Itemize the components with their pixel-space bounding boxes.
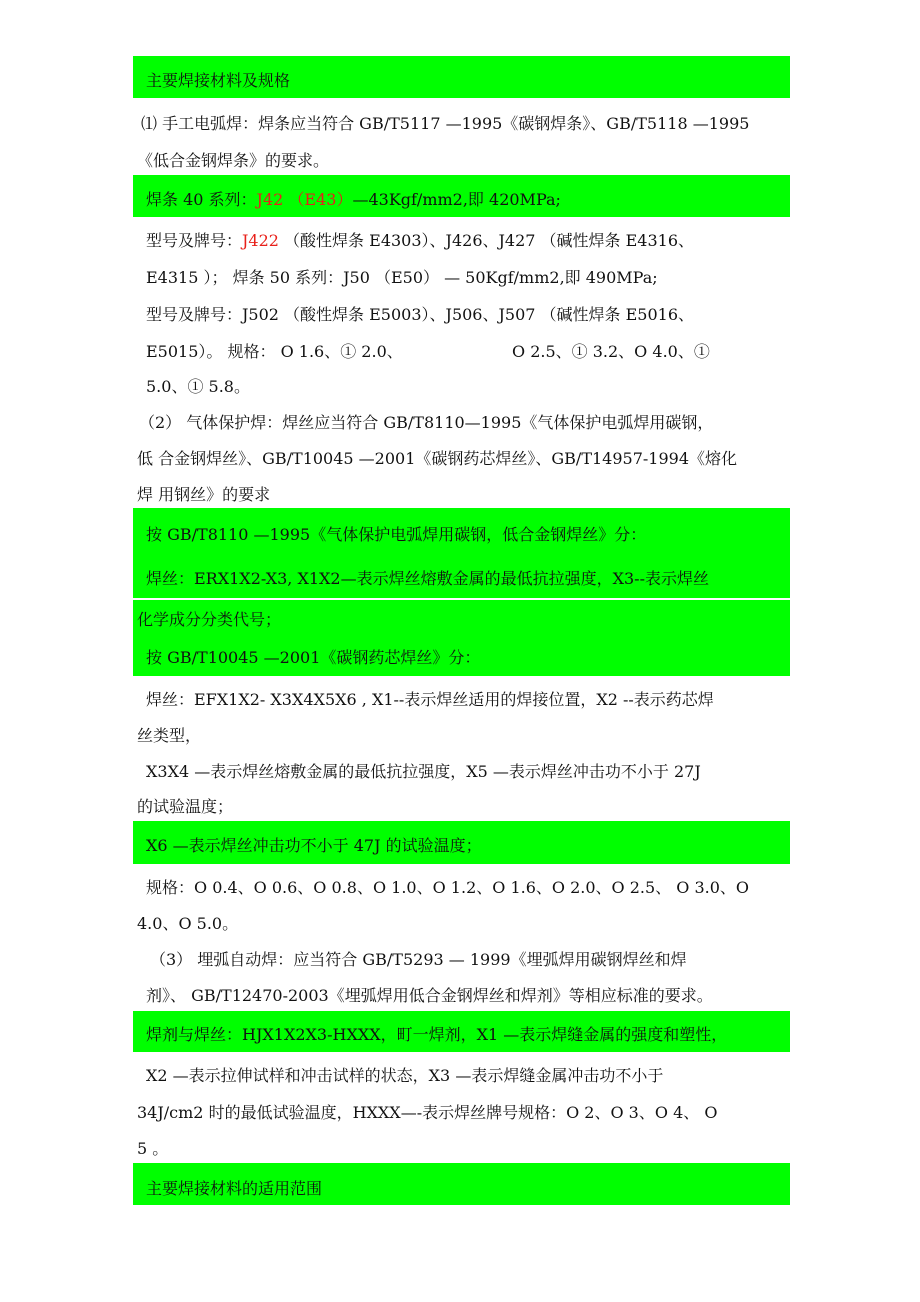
gas-shielded-line-3: 焊 用钢丝》的要求 <box>137 485 271 504</box>
ef-wire-line-2: 丝类型， <box>137 726 202 745</box>
type-grade-50-line-2b: O 2.5、① 3.2、O 4.0、① <box>512 342 710 361</box>
submerged-arc-detail-line-2: 34J/cm2 时的最低试验温度，HXXX—-表示焊丝牌号规格：O 2、O 3、O 4、 O <box>137 1103 718 1122</box>
wire-spec-line-2: 4.0、O 5.0。 <box>137 914 239 933</box>
section-heading-scope: 主要焊接材料的适用范围 <box>146 1179 323 1198</box>
gas-shielded-line-1: （2） 气体保护焊：焊丝应当符合 GB/T8110—1995《气体保护电弧焊用碳钢， <box>139 413 714 432</box>
gas-shielded-line-2: 低 合金钢焊丝》、GB/T10045 —2001《碳钢药芯焊丝》、GB/T14957-1994《熔化 <box>137 449 738 468</box>
flux-wire-line: 焊剂与焊丝：HJX1X2X3-HXXX，町一焊剂，X1 —表示焊缝金属的强度和塑性， <box>146 1025 728 1044</box>
submerged-arc-detail-line-3: 5 。 <box>137 1139 169 1158</box>
er-wire-line-2: 化学成分分类代号； <box>137 610 282 629</box>
er-wire-line-1: 焊丝：ERX1X2-X3, X1X2—表示焊丝熔敷金属的最低抗拉强度，X3--表示焊丝 <box>146 569 709 588</box>
manual-arc-welding-line-1: ⑴ 手工电弧焊：焊条应当符合 GB/T5117 —1995《碳钢焊条》、GB/T5118 —1995 <box>141 114 750 133</box>
manual-arc-welding-line-2: 《低合金钢焊条》的要求。 <box>137 151 330 170</box>
type-grade-line-2: E4315 ）； 焊条 50 系列：J50 （E50） — 50Kgf/mm2,即 490MPa; <box>146 268 658 287</box>
x6-line: X6 —表示焊丝冲击功不小于 47J 的试验温度； <box>146 836 482 855</box>
section-heading-materials: 主要焊接材料及规格 <box>146 71 291 90</box>
ef-wire-line-4: 的试验温度； <box>137 797 234 816</box>
type-grade-50-line-1: 型号及牌号：J502 （酸性焊条 E5003）、J506、J507 （碱性焊条 E5016、 <box>146 305 695 324</box>
type-grade-red-j422: J422 <box>242 231 279 250</box>
type-grade-line-1 <box>146 231 694 251</box>
electrode-40-label: 焊条 40 系列： <box>146 190 257 209</box>
electrode-40-red-grade: J42 （E43） <box>256 190 353 209</box>
gb8110-classification-line: 按 GB/T8110 —1995《气体保护电弧焊用碳钢，低合金钢焊丝》分： <box>146 525 647 544</box>
electrode-40-strength: —43Kgf/mm2,即 420MPa; <box>352 190 561 209</box>
submerged-arc-detail-line-1: X2 —表示拉伸试样和冲击试样的状态，X3 —表示焊缝金属冲击功不小于 <box>146 1066 664 1085</box>
type-grade-label: 型号及牌号： <box>146 231 243 250</box>
submerged-arc-line-2: 剂》、 GB/T12470-2003《埋弧焊用低合金钢焊丝和焊剂》等相应标准的要求。 <box>146 986 713 1005</box>
electrode-40-series-line <box>146 190 561 210</box>
wire-spec-line-1: 规格：O 0.4、O 0.6、O 0.8、O 1.0、O 1.2、O 1.6、O 2.0、O 2.5、 O 3.0、O <box>146 878 750 897</box>
gb10045-classification-line: 按 GB/T10045 —2001《碳钢药芯焊丝》分： <box>146 648 481 667</box>
ef-wire-line-3: X3X4 —表示焊丝熔敷金属的最低抗拉强度，X5 —表示焊丝冲击功不小于 27J <box>146 762 701 781</box>
submerged-arc-line-1: （3） 埋弧自动焊：应当符合 GB/T5293 — 1999《埋弧焊用碳钢焊丝和焊 <box>150 950 687 969</box>
type-grade-50-line-3: 5.0、① 5.8。 <box>146 377 250 396</box>
type-grade-50-line-2a: E5015）。 规格： O 1.6、① 2.0、 <box>146 342 403 361</box>
type-grade-rest: （酸性焊条 E4303）、J426、J427 （碱性焊条 E4316、 <box>278 231 695 250</box>
ef-wire-line-1: 焊丝：EFX1X2- X3X4X5X6 , X1--表示焊丝适用的焊接位置，X2 --表示药芯焊 <box>146 690 714 709</box>
